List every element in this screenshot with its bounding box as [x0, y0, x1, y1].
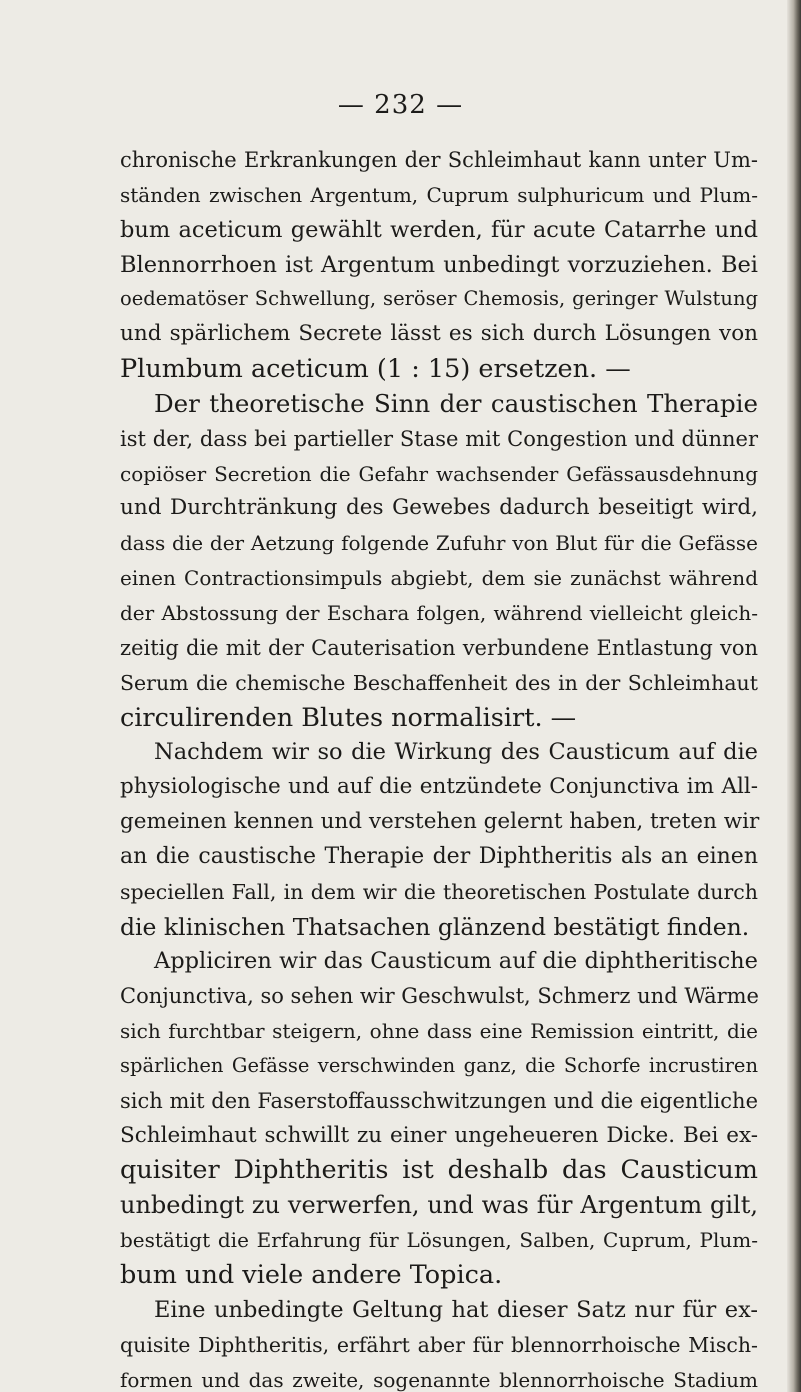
text-line: formen und das zweite, sogenannte blennorrhoische Stadium — [120, 1367, 758, 1392]
text-line: gemeinen kennen und verstehen gelernt haben, treten wir — [120, 809, 760, 835]
text-line: Appliciren wir das Causticum auf die diphtheritische — [154, 948, 758, 975]
text-line: bestätigt die Erfahrung für Lösungen, Salben, Cuprum, Plum- — [120, 1228, 758, 1253]
text-line: Der theoretische Sinn der caustischen Therapie — [154, 388, 758, 418]
text-line: Schleimhaut schwillt zu einer ungeheueren Dicke. Bei ex- — [120, 1122, 758, 1148]
body-text — [120, 143, 758, 1392]
text-line: sich furchtbar steigern, ohne dass eine Remission eintritt, die — [120, 1019, 758, 1044]
text-line: Nachdem wir so die Wirkung des Causticum auf die — [154, 739, 758, 766]
text-line: oedematöser Schwellung, seröser Chemosis, geringer Wulstung — [120, 287, 758, 311]
text-line: bum aceticum gewählt werden, für acute Catarrhe und — [120, 216, 758, 243]
text-line: speciellen Fall, in dem wir die theoretischen Postulate durch — [120, 879, 758, 904]
text-line: dass die der Aetzung folgende Zufuhr von Blut für die Gefässe — [120, 531, 758, 556]
text-line: der Abstossung der Eschara folgen, während vielleicht gleich- — [120, 600, 758, 625]
text-line: Conjunctiva, so sehen wir Geschwulst, Schmerz und Wärme — [120, 984, 759, 1009]
text-line: bum und viele andere Topica. — [120, 1260, 503, 1290]
text-line: zeitig die mit der Cauterisation verbundene Entlastung von — [120, 635, 758, 660]
page-number: — 232 — — [337, 90, 464, 120]
text-line: unbedingt zu verwerfen, und was für Argentum gilt, — [120, 1191, 758, 1220]
text-line: quisiter Diphtheritis ist deshalb das Causticum — [120, 1155, 758, 1186]
text-line: und Durchtränkung des Gewebes dadurch beseitigt wird, — [120, 495, 758, 521]
text-line: circulirenden Blutes normalisirt. — — [120, 702, 577, 733]
text-line: sich mit den Faserstoffausschwitzungen und die eigentliche — [120, 1088, 758, 1113]
text-line: die klinischen Thatsachen glänzend bestätigt finden. — [120, 912, 750, 941]
text-line: chronische Erkrankungen der Schleimhaut kann unter Um- — [120, 148, 758, 172]
text-line: Blennorrhoen ist Argentum unbedingt vorzuziehen. Bei — [120, 251, 758, 278]
text-line: spärlichen Gefässe verschwinden ganz, die Schorfe incrustiren — [120, 1053, 758, 1077]
text-line: ständen zwischen Argentum, Cuprum sulphuricum und Plum- — [120, 182, 758, 207]
text-line: Eine unbedingte Geltung hat dieser Satz nur für ex- — [154, 1296, 758, 1323]
text-line: Serum die chemische Beschaffenheit des in der Schleimhaut — [120, 670, 758, 695]
text-line: Plumbum aceticum (1 : 15) ersetzen. — — [120, 354, 631, 385]
text-line: einen Contractionsimpuls abgiebt, dem sie zunächst während — [120, 566, 758, 591]
text-line: quisite Diphtheritis, erfährt aber für blennorrhoische Misch- — [120, 1332, 758, 1357]
text-line: physiologische und auf die entzündete Conjunctiva im All- — [120, 774, 758, 800]
text-line: und spärlichem Secrete lässt es sich durch Lösungen von — [120, 321, 758, 347]
text-line: ist der, dass bei partieller Stase mit Congestion und dünner — [120, 426, 758, 451]
text-line: copiöser Secretion die Gefahr wachsender Gefässausdehnung — [120, 461, 758, 486]
text-line: an die caustische Therapie der Diphtheritis als an einen — [120, 843, 758, 869]
page-binding-edge — [787, 0, 801, 1392]
